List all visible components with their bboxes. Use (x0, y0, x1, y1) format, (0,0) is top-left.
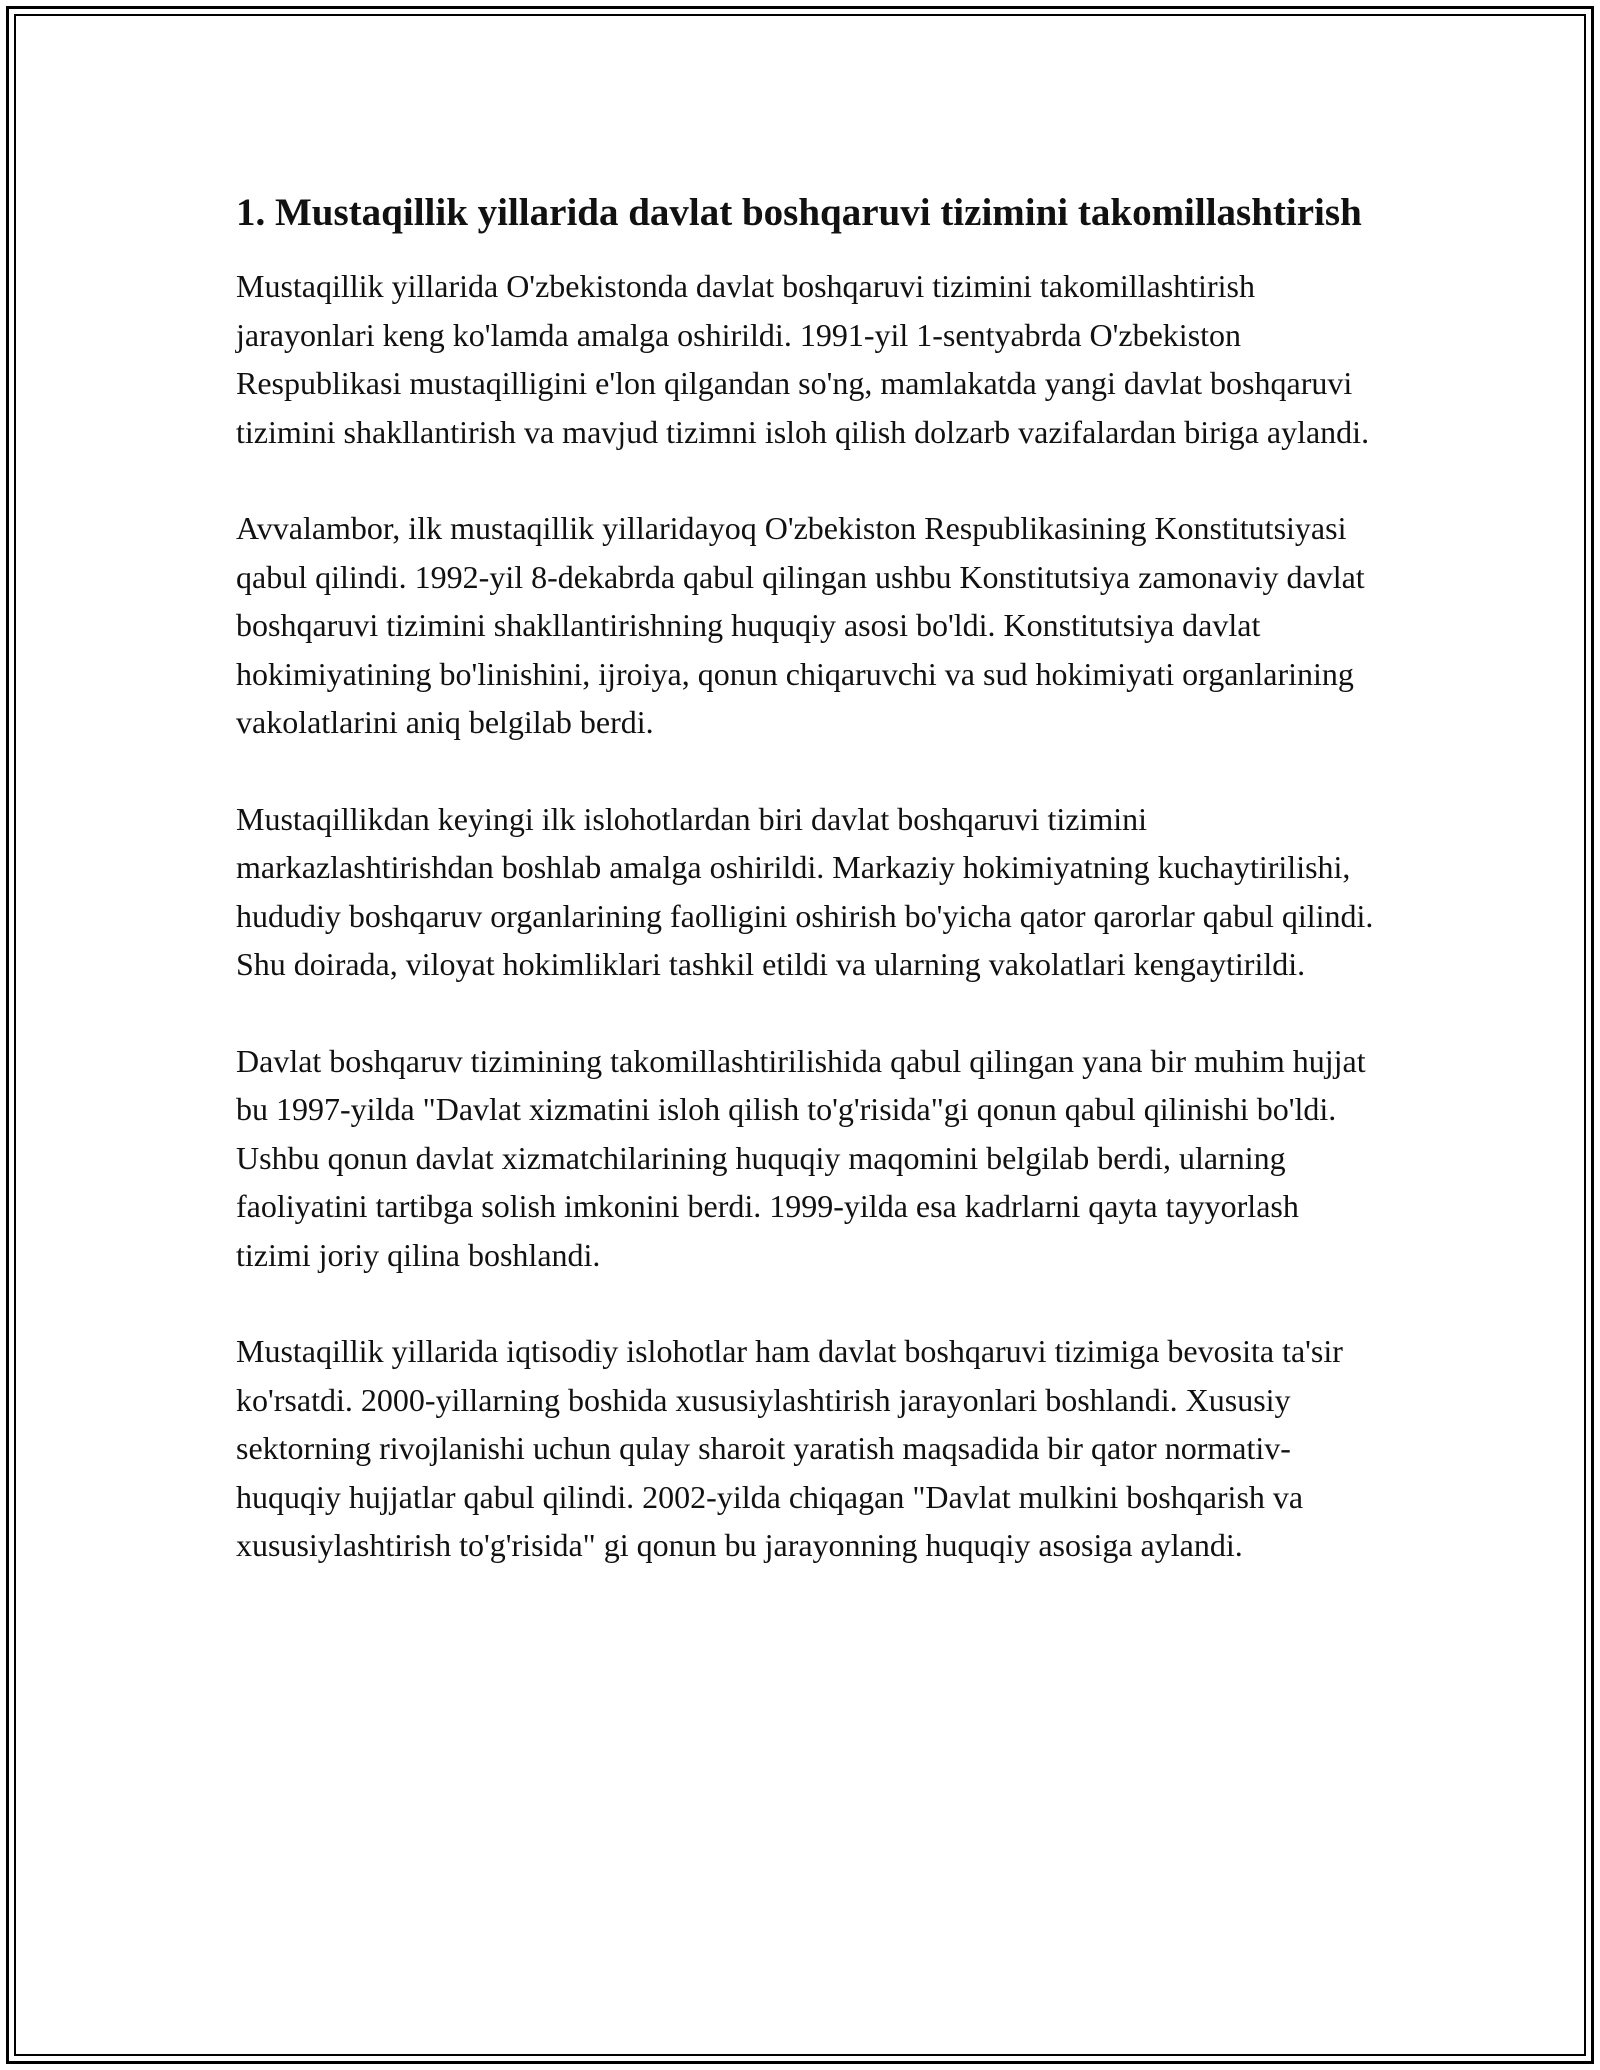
document-title: 1. Mustaqillik yillarida davlat boshqaruvi tizimini takomillashtirish (236, 191, 1362, 234)
paragraph-4: Davlat boshqaruv tizimining takomillashtirilishida qabul qilingan yana bir muhim hujjat bu 1997-yilda "Davlat xizmatini isloh qilish to'g'risida"gi qonun qabul qilinishi bo'ldi. Ushbu qonun davlat xizmatchilarining huquqiy maqomini belgilab berdi, ularning faoliyatini tartibga solish imkonini berdi. 1999-yilda esa kadrlarni qayta tayyorlash tizimi joriy qilina boshlandi. (236, 1042, 1366, 1273)
document-body (236, 186, 1376, 1618)
paragraph-1: Mustaqillik yillarida O'zbekistonda davlat boshqaruvi tizimini takomillashtirish jarayonlari keng ko'lamda amalga oshirildi. 1991-yil 1-sentyabrda O'zbekiston Respublikasi mustaqilligini e'lon qilgandan so'ng, mamlakatda yangi davlat boshqaruvi tizimini shakllantirish va mavjud tizimni isloh qilish dolzarb vazifalardan biriga aylandi. (236, 268, 1370, 450)
paragraph-3: Mustaqillikdan keyingi ilk islohotlardan biri davlat boshqaruvi tizimini markazlashtirishdan boshlab amalga oshirildi. Markaziy hokimiyatning kuchaytirilishi, hududiy boshqaruv organlarining faolligini oshirish bo'yicha qator qarorlar qabul qilindi. Shu doirada, viloyat hokimliklari tashkil etildi va ularning vakolatlari kengaytirildi. (236, 800, 1374, 982)
paragraph-2: Avvalambor, ilk mustaqillik yillaridayoq O'zbekiston Respublikasining Konstitutsiyasi qabul qilindi. 1992-yil 8-dekabrda qabul qilingan ushbu Konstitutsiya zamonaviy davlat boshqaruvi tizimini shakllantirishning huquqiy asosi bo'ldi. Konstitutsiya davlat hokimiyatining bo'linishini, ijroiya, qonun chiqaruvchi va sud hokimiyati organlarining vakolatlarini aniq belgilab berdi. (236, 510, 1365, 740)
paragraph-5: Mustaqillik yillarida iqtisodiy islohotlar ham davlat boshqaruvi tizimiga bevosita ta'sir ko'rsatdi. 2000-yillarning boshida xususiylashtirish jarayonlari boshlandi. Xususiy sektorning rivojlanishi uchun qulay sharoit yaratish maqsadida bir qator normativ-huquqiy hujjatlar qabul qilindi. 2002-yilda chiqagan "Davlat mulkini boshqarish va xususiylashtirish to'g'risida" gi qonun bu jarayonning huquqiy asosiga aylandi. (236, 1333, 1343, 1563)
